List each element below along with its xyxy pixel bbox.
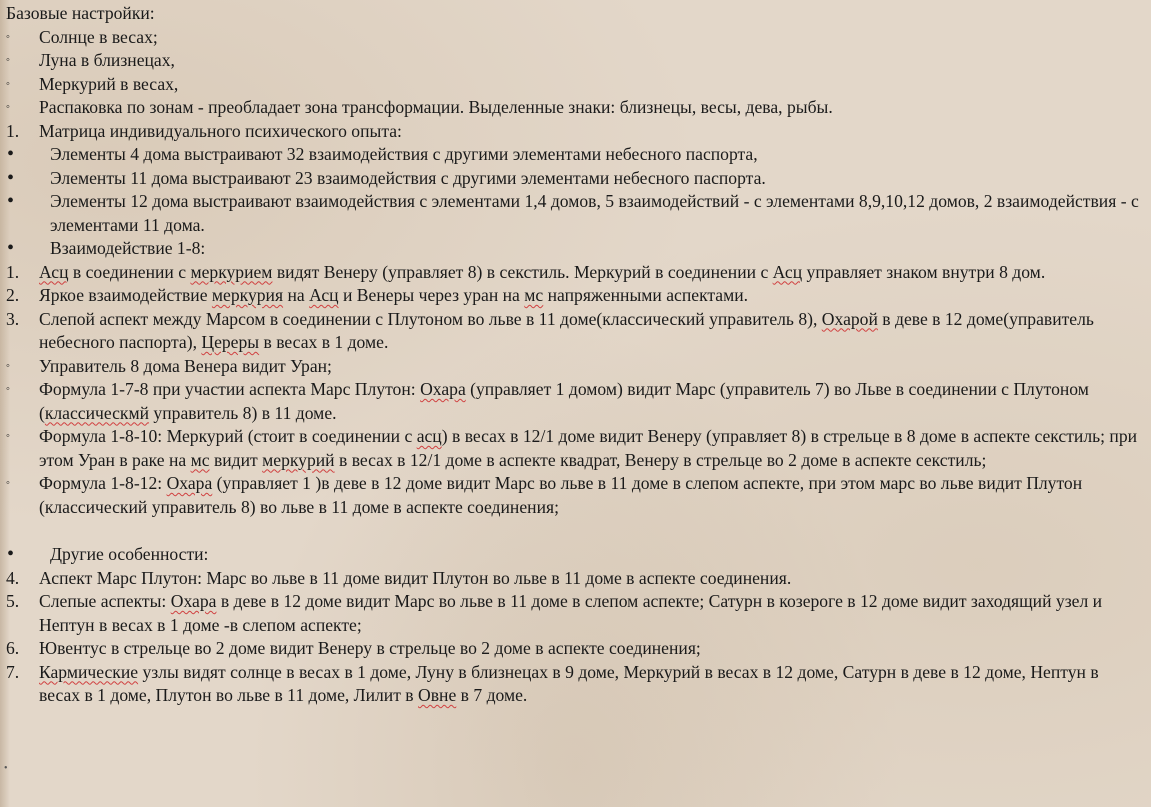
list-item: [0, 49, 1140, 73]
spellcheck-word: классическмй: [44, 402, 150, 423]
numbered-item: [0, 261, 1140, 285]
text-fragment: видит: [209, 449, 263, 470]
list-item-text: Элементы 12 дома выстраивают взаимодействия с элементами 1,4 домов, 5 взаимодействий - с элементами 8,9,10,12 домов, 2 взаимодействия - с элементами 11 дома.: [50, 191, 1139, 235]
document-heading: Базовые настройки:: [6, 3, 155, 23]
text-fragment: Формула 1-8-10: Меркурий (стоит в соединении с: [39, 426, 417, 446]
dot-bullet-icon: •: [7, 166, 15, 189]
stray-mark: •: [4, 763, 8, 774]
text-fragment: узлы видят солнце в весах в 1 доме, Луну в близнецах в 9 доме, Меркурий в весах в 12 доме, Сатурн в деве в 12 доме, Нептун в весах в 1 доме, Плутон во льве в 11 доме, Лилит в: [39, 661, 1099, 705]
list-item: [0, 543, 1140, 567]
numbered-item: [0, 567, 1140, 591]
spellcheck-word: Охара: [166, 473, 213, 493]
list-item: [0, 472, 1140, 519]
list-item: [0, 143, 1140, 167]
text-fragment: и Венеры через уран на: [338, 285, 525, 305]
numbered-item: [0, 308, 1140, 355]
list-number: 4.: [6, 567, 20, 588]
list-number: 1.: [6, 120, 20, 141]
text-fragment: в весах в 12/1 доме в аспекте квадрат, Венеру в стрельце во 2 доме в аспекте секстиль;: [334, 449, 987, 470]
text-fragment: Формула 1-8-12:: [39, 473, 167, 493]
list-item-text: Меркурий в весах,: [39, 73, 179, 94]
list-item-text: [39, 379, 1089, 423]
list-item: [0, 190, 1140, 237]
text-fragment: в 7 доме.: [456, 685, 528, 705]
text-fragment: напряженными аспектами.: [543, 285, 749, 305]
list-item-text: [39, 426, 1137, 470]
list-number: 3.: [6, 308, 20, 329]
list-item-text: Элементы 4 дома выстраивают 32 взаимодействия с другими элементами небесного паспорта,: [50, 144, 758, 164]
list-number: 7.: [6, 661, 20, 682]
list-item-text: [39, 591, 1102, 635]
spellcheck-word: Овне: [418, 685, 457, 705]
text-fragment: Формула 1-7-8 при участии аспекта Марс Плутон:: [39, 379, 421, 399]
text-fragment: управляет знаком внутри 8 дом.: [802, 261, 1046, 282]
spellcheck-word: асц: [416, 426, 442, 446]
list-item-text: Элементы 11 дома выстраивают 23 взаимодействия с другими элементами небесного паспорта.: [50, 167, 766, 188]
list-number: 1.: [6, 261, 20, 282]
numbered-item: [0, 637, 1140, 661]
list-number: 5.: [6, 591, 20, 611]
list-item-text: [39, 473, 1082, 517]
spellcheck-word: меркурий: [262, 449, 335, 470]
text-fragment: в деве в 12 доме видит Марс во льве в 11 доме в слепом аспекте; Сатурн в козероге в 12 доме видит заходящий узел и Нептун в весах в 1 доме -в слепом аспекте;: [39, 591, 1103, 635]
spellcheck-word: Цереры: [201, 332, 260, 352]
text-fragment: Слепые аспекты:: [39, 591, 171, 611]
circle-bullet-icon: ◦: [6, 359, 10, 372]
numbered-item: [0, 661, 1140, 708]
spellcheck-word: Охара: [170, 591, 217, 611]
spellcheck-word: меркурия: [211, 285, 284, 305]
list-item: [0, 96, 1140, 120]
circle-bullet-icon: ◦: [6, 30, 10, 43]
text-fragment: на: [283, 285, 310, 305]
list-item-text: Управитель 8 дома Венера видит Уран;: [39, 355, 332, 376]
text-fragment: Слепой аспект между Марсом в соединении с Плутоном во льве в 11 доме(классический управитель 8),: [39, 308, 822, 329]
circle-bullet-icon: ◦: [6, 77, 10, 90]
spellcheck-word: Асц: [309, 285, 339, 305]
list-item: [0, 355, 1140, 379]
spellcheck-word: Асц: [772, 261, 803, 282]
text-fragment: ) в весах в 12/1 доме видит Венеру (управляет 8) в стрельце в 8 доме в аспекте секстиль; при этом Уран в раке на: [39, 426, 1138, 470]
circle-bullet-icon: ◦: [6, 383, 10, 395]
spellcheck-word: Асц: [39, 261, 69, 282]
list-item: [0, 237, 1140, 261]
list-item-text: [39, 309, 1094, 353]
dot-bullet-icon: •: [7, 143, 15, 165]
dot-bullet-icon: •: [7, 190, 15, 212]
circle-bullet-icon: ◦: [6, 477, 10, 489]
list-item: [0, 26, 1140, 50]
list-item-text: Луна в близнецах,: [39, 50, 175, 70]
list-item: [0, 167, 1140, 191]
list-item-text: Солнце в весах;: [39, 26, 158, 47]
numbered-item: [0, 120, 1140, 144]
list-item: [0, 378, 1140, 425]
list-item-text: [39, 662, 1099, 706]
list-item-text: Взаимодействие 1-8:: [50, 238, 206, 258]
list-item-text: Ювентус в стрельце во 2 доме видит Венеру в стрельце во 2 доме в аспекте соединения;: [39, 638, 701, 658]
spellcheck-word: Кармические: [39, 661, 139, 682]
list-item: [0, 73, 1140, 97]
text-fragment: Яркое взаимодействие: [39, 285, 212, 305]
text-fragment: видят Венеру (управляет 8) в секстиль. Меркурий в соединении с: [272, 261, 773, 282]
list-number: 2.: [6, 285, 20, 305]
list-number: 6.: [6, 638, 20, 658]
text-fragment: в весах в 1 доме.: [259, 332, 389, 352]
document-body: [0, 2, 1140, 708]
spellcheck-word: мс: [190, 449, 210, 470]
list-item-text: [39, 285, 748, 305]
circle-bullet-icon: ◦: [6, 430, 10, 442]
circle-bullet-icon: ◦: [6, 54, 10, 66]
spellcheck-word: меркурием: [190, 261, 273, 282]
dot-bullet-icon: •: [7, 237, 15, 259]
text-fragment: в деве в 12 доме(управитель небесного паспорта),: [39, 308, 1094, 352]
list-item: [0, 425, 1140, 472]
list-item-text: Матрица индивидуального психического опыта:: [39, 120, 402, 141]
spellcheck-word: Охара: [420, 379, 466, 399]
numbered-item: [0, 284, 1140, 308]
circle-bullet-icon: ◦: [6, 101, 10, 113]
text-fragment: (управляет 1 домом) видит Марс (управитель 7) во Льве в соединении с Плутоном (: [39, 379, 1089, 423]
spellcheck-word: Охарой: [821, 308, 878, 329]
text-fragment: (управляет 1 )в деве в 12 доме видит Марс во льве в 11 доме в слепом аспекте, при этом марс во льве видит Плутон (классический управитель 8) во льве в 11 доме в аспекте соединения;: [39, 473, 1083, 517]
list-item-text: Распаковка по зонам - преобладает зона трансформации. Выделенные знаки: близнецы, весы, дева, рыбы.: [39, 97, 833, 117]
numbered-item: [0, 590, 1140, 637]
list-item-text: Аспект Марс Плутон: Марс во льве в 11 доме видит Плутон во льве в 11 доме в аспекте соединения.: [39, 567, 792, 588]
list-item-text: Другие особенности:: [50, 544, 209, 564]
spellcheck-word: мс: [524, 285, 544, 305]
text-fragment: управитель 8) в 11 доме.: [149, 402, 337, 423]
text-fragment: в соединении с: [72, 261, 191, 282]
list-item-text: [39, 262, 1045, 282]
dot-bullet-icon: •: [7, 543, 15, 565]
